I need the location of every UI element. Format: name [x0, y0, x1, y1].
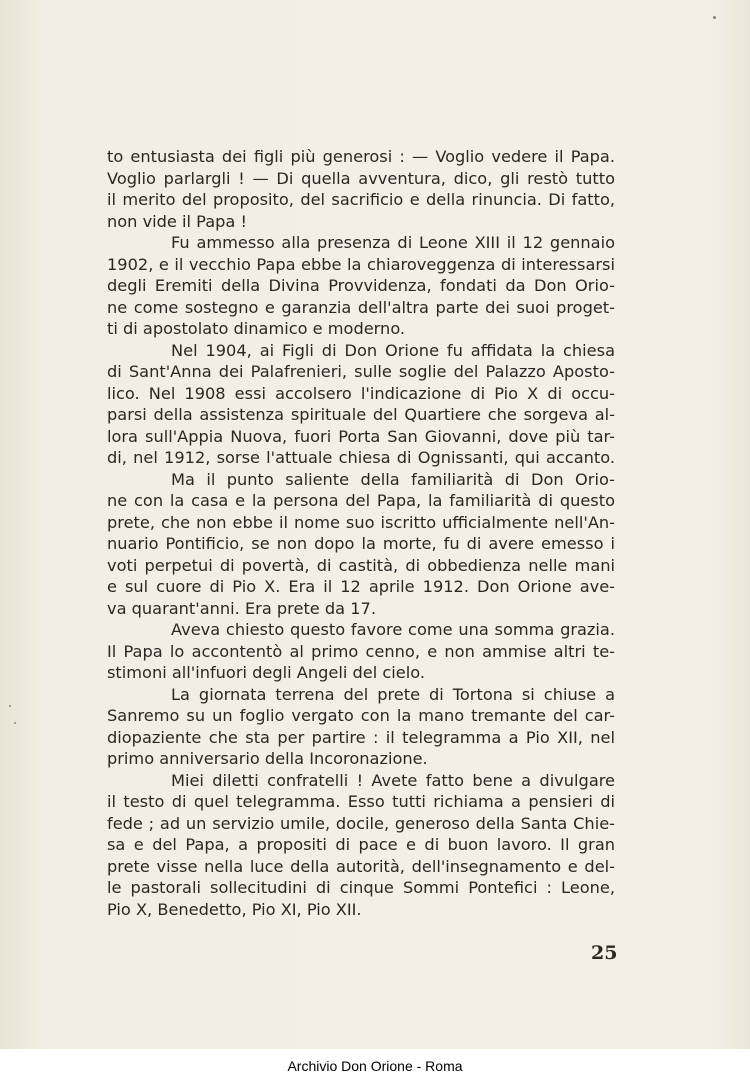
- text-line: il testo di quel telegramma. Esso tutti richiama a pensieri di: [107, 792, 615, 811]
- text-line: lora sull'Appia Nuova, fuori Porta San Giovanni, dove più tar-: [107, 426, 615, 446]
- text-line: di, nel 1912, sorse l'attuale chiesa di Ognissanti, qui accanto.: [107, 448, 615, 467]
- archive-label: Archivio Don Orione - Roma: [287, 1058, 463, 1074]
- text-line: va quarant'anni. Era prete da 17.: [107, 598, 376, 618]
- archive-footer: [0, 1049, 750, 1081]
- text-line: il merito del proposito, del sacrificio e della rinuncia. Di fatto,: [107, 190, 615, 209]
- text-line: sa e del Papa, a propositi di pace e di buon lavoro. Il gran: [107, 835, 615, 854]
- text-line: degli Eremiti della Divina Provvidenza, fondati da Don Orio-: [107, 276, 615, 295]
- text-line: e sul cuore di Pio X. Era il 12 aprile 1912. Don Orione ave-: [107, 577, 615, 596]
- text-line: to entusiasta dei figli più generosi : — Voglio vedere il Papa.: [107, 147, 615, 166]
- text-line: parsi della assistenza spirituale del Quartiere che sorgeva al-: [107, 405, 615, 424]
- paper-speck: [14, 722, 16, 724]
- text-line: Il Papa lo accontentò al primo cenno, e non ammise altri te-: [107, 641, 615, 661]
- text-line: ti di apostolato dinamico e moderno.: [107, 319, 406, 338]
- text-line: stimoni all'infuori degli Angeli del cielo.: [107, 663, 425, 682]
- paragraph-first-line: Miei diletti confratelli ! Avete fatto bene a divulgare: [171, 770, 615, 790]
- text-line: non vide il Papa !: [107, 211, 247, 231]
- text-line: nuario Pontificio, se non dopo la morte, fu di avere emesso i: [107, 534, 615, 553]
- page-number: 25: [591, 942, 618, 964]
- paragraph-first-line: La giornata terrena del prete di Tortona si chiuse a: [171, 684, 615, 704]
- paragraph-first-line: Aveva chiesto questo favore come una somma grazia.: [171, 620, 615, 639]
- text-line: di Sant'Anna dei Palafrenieri, sulle soglie del Palazzo Aposto-: [107, 362, 615, 381]
- paper-speck: [713, 16, 716, 19]
- text-line: prete, che non ebbe il nome suo iscritto ufficialmente nell'An-: [107, 512, 615, 532]
- text-line: lico. Nel 1908 essi accolsero l'indicazione di Pio X di occu-: [107, 383, 615, 403]
- text-line: fede ; ad un servizio umile, docile, generoso della Santa Chie-: [107, 813, 615, 833]
- text-line: diopaziente che sta per partire : il telegramma a Pio XII, nel: [107, 727, 615, 747]
- paragraph-first-line: Ma il punto saliente della familiarità di Don Orio-: [171, 469, 615, 489]
- text-line: 1902, e il vecchio Papa ebbe la chiaroveggenza di interessarsi: [107, 254, 615, 274]
- text-line: ne come sostegno e garanzia dell'altra parte dei suoi proget-: [107, 297, 615, 317]
- text-line: primo anniversario della Incoronazione.: [107, 749, 428, 768]
- text-line: ne con la casa e la persona del Papa, la familiarità di questo: [107, 491, 615, 510]
- body-text: [107, 146, 615, 920]
- text-line: le pastorali sollecitudini di cinque Sommi Pontefici : Leone,: [107, 878, 615, 897]
- paragraph-first-line: Fu ammesso alla presenza di Leone XIII il 12 gennaio: [171, 233, 615, 252]
- text-line: voti perpetui di povertà, di castità, di obbedienza nelle mani: [107, 555, 615, 575]
- text-line: Voglio parlargli ! — Di quella avventura, dico, gli restò tutto: [107, 168, 615, 188]
- text-line: prete visse nella luce della autorità, dell'insegnamento e del-: [107, 856, 615, 876]
- text-line: Pio X, Benedetto, Pio XI, Pio XII.: [107, 899, 362, 919]
- paper-speck: [9, 705, 11, 707]
- paragraph-first-line: Nel 1904, ai Figli di Don Orione fu affidata la chiesa: [171, 340, 615, 360]
- text-line: Sanremo su un foglio vergato con la mano tremante del car-: [107, 706, 615, 725]
